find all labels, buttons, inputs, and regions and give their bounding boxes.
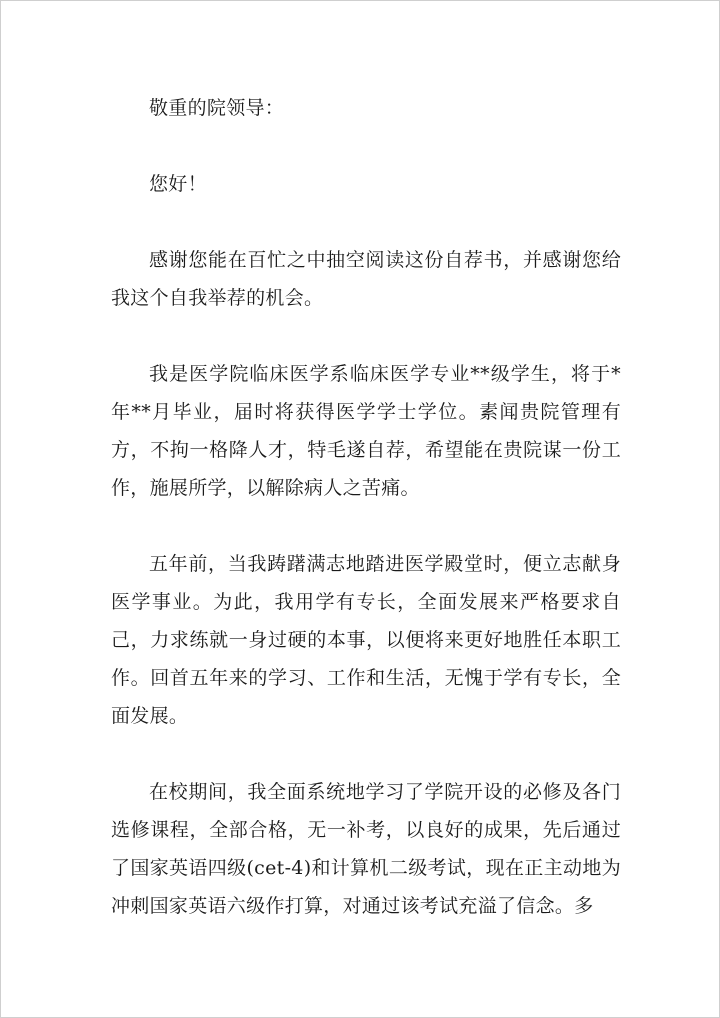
salutation: 敬重的院领导： (149, 97, 285, 119)
paragraph-thanks: 感谢您能在百忙之中抽空阅读这份自荐书，并感谢您给我这个自我举荐的机会。 (111, 249, 621, 309)
greeting: 您好！ (149, 173, 207, 195)
paragraph-introduction: 我是医学院临床医学系临床医学专业**级学生，将于*年**月毕业，届时将获得医学学士学位。素闻贵院管理有方，不拘一格降人才，特毛遂自荐，希望能在贵院谋一份工作，施展所学，以解除病人之苦痛。 (111, 363, 621, 499)
letter-body (111, 89, 621, 963)
paragraph-studies: 在校期间，我全面系统地学习了学院开设的必修及各门选修课程，全部合格，无一补考，以良好的成果，先后通过了国家英语四级(cet-4)和计算机二级考试，现在正主动地为冲刺国家英语六级作打算，对通过该考试充溢了信念。多 (111, 781, 621, 917)
paragraph-aspiration: 五年前，当我踌躇满志地踏进医学殿堂时，便立志献身医学事业。为此，我用学有专长，全面发展来严格要求自己，力求练就一身过硬的本事，以便将来更好地胜任本职工作。回首五年来的学习、工作和生活，无愧于学有专长，全面发展。 (111, 553, 621, 727)
